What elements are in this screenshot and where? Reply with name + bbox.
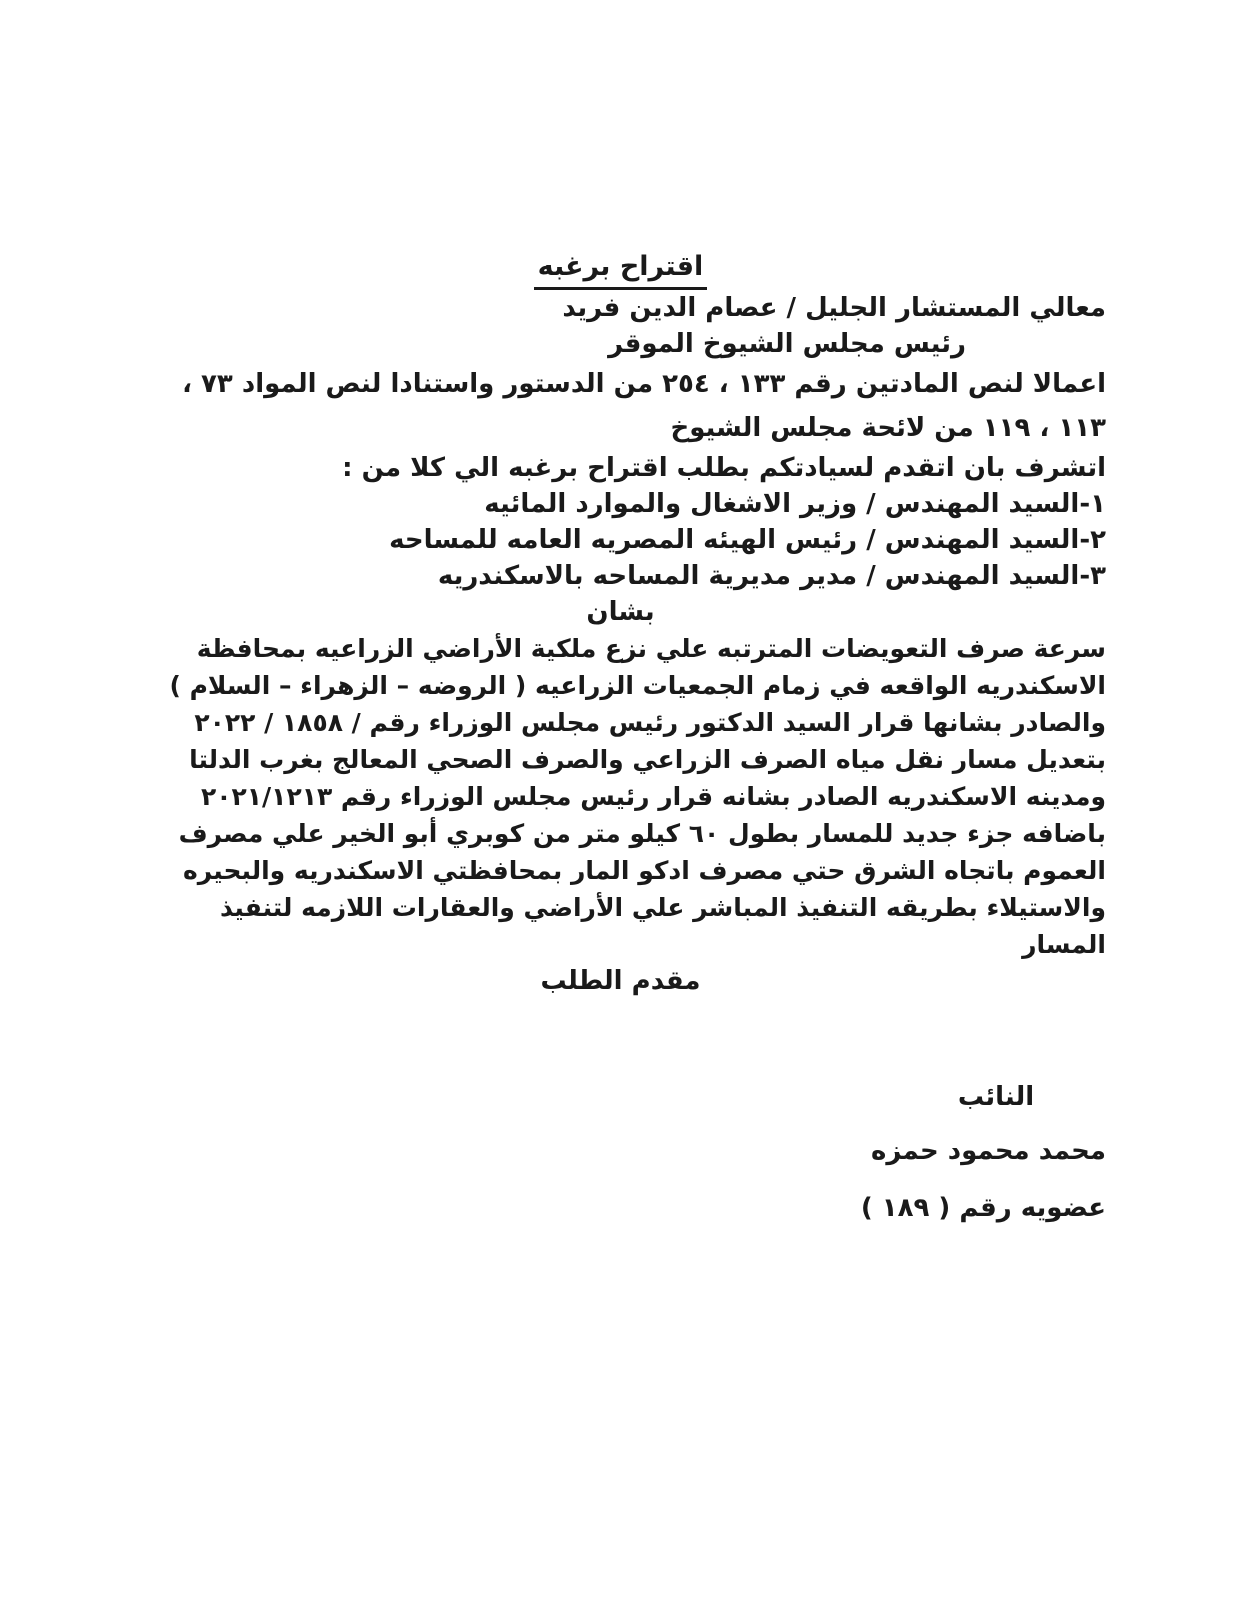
addressee-item-3: ٣-السيد المهندس / مدير مديرية المساحه بالاسكندريه bbox=[437, 561, 1106, 591]
document-title-text: اقتراح برغبه bbox=[534, 250, 708, 290]
subject-label: بشان bbox=[586, 597, 655, 627]
signature-role: النائب bbox=[957, 1082, 1035, 1112]
signature-block bbox=[860, 1079, 1106, 1226]
subject-body-paragraph: سرعة صرف التعويضات المترتبه علي نزع ملكية الأراضي الزراعيه بمحافظة الاسكندريه الواقعه في زمام الجمعيات الزراعيه ( الروضه – الزهراء – السلام ) والصادر بشانها قرار السيد الدكتور رئيس مجلس الوزراء رقم / ١٨٥٨ / ٢٠٢٢ بتعديل مسار نقل مياه الصرف الزراعي والصرف الصحي المعالج بغرب الدلتا ومدينه الاسكندريه الصادر بشانه قرار رئيس مجلس الوزراء رقم ٢٠٢١/١٢١٣ باضافه جزء جديد للمسار بطول ٦٠ كيلو متر من كوبري أبو الخير علي مصرف العموم باتجاه الشرق حتي مصرف ادكو المار بمحافظتي الاسكندريه والبحيره والاستيلاء بطريقه التنفيذ المباشر علي الأراضي والعقارات اللازمه لتنفيذ المسار bbox=[169, 634, 1106, 959]
signature-membership-number: عضويه رقم ( ١٨٩ ) bbox=[860, 1193, 1106, 1223]
addressee-item-1: ١-السيد المهندس / وزير الاشغال والموارد المائيه bbox=[484, 489, 1106, 519]
document-title bbox=[135, 250, 1106, 290]
salutation-recipient: معالي المستشار الجليل / عصام الدين فريد bbox=[562, 293, 1106, 323]
addressee-item-2: ٢-السيد المهندس / رئيس الهيئه المصريه العامه للمساحه bbox=[389, 525, 1106, 555]
signature-name: محمد محمود حمزه bbox=[871, 1136, 1106, 1166]
intro-line: اتشرف بان اتقدم لسيادتكم بطلب اقتراح برغبه الي كلا من : bbox=[342, 453, 1106, 483]
submitter-label: مقدم الطلب bbox=[540, 966, 701, 996]
salutation-recipient-role: رئيس مجلس الشيوخ الموقر bbox=[608, 329, 966, 359]
legal-basis-paragraph: اعمالا لنص المادتين رقم ١٣٣ ، ٢٥٤ من الدستور واستنادا لنص المواد ٧٣ ، ١١٣ ، ١١٩ من لائحة مجلس الشيوخ bbox=[182, 369, 1106, 443]
